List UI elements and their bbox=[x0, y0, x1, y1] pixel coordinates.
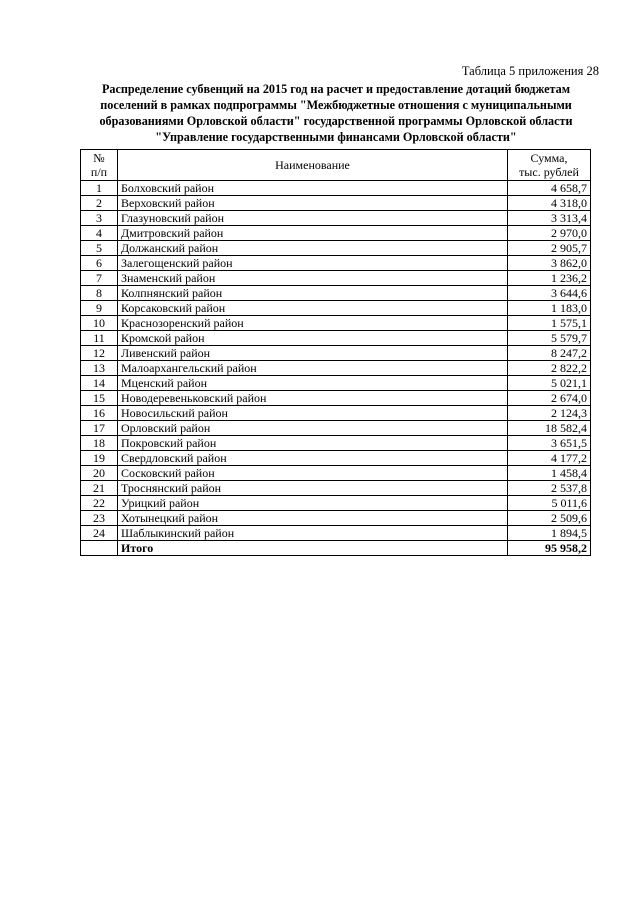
cell-num bbox=[81, 541, 118, 556]
title-line: образованиями Орловской области" государственной программы Орловской области bbox=[99, 114, 573, 128]
cell-sum: 18 582,4 bbox=[508, 421, 591, 436]
table-row bbox=[81, 241, 591, 256]
header-sum-line1: Сумма, bbox=[530, 151, 568, 165]
table-row bbox=[81, 421, 591, 436]
cell-num: 14 bbox=[81, 376, 118, 391]
cell-sum: 1 894,5 bbox=[508, 526, 591, 541]
table-row bbox=[81, 181, 591, 196]
subsidy-table bbox=[80, 149, 591, 556]
table-row bbox=[81, 391, 591, 406]
table-row bbox=[81, 316, 591, 331]
cell-sum: 2 537,8 bbox=[508, 481, 591, 496]
cell-num: 3 bbox=[81, 211, 118, 226]
cell-sum: 8 247,2 bbox=[508, 346, 591, 361]
cell-name: Кромской район bbox=[118, 331, 508, 346]
table-row bbox=[81, 256, 591, 271]
cell-name: Новосильский район bbox=[118, 406, 508, 421]
cell-sum: 95 958,2 bbox=[508, 541, 591, 556]
header-name: Наименование bbox=[118, 150, 508, 181]
cell-num: 17 bbox=[81, 421, 118, 436]
table-row bbox=[81, 526, 591, 541]
table-row bbox=[81, 346, 591, 361]
cell-name: Шаблыкинский район bbox=[118, 526, 508, 541]
cell-num: 20 bbox=[81, 466, 118, 481]
cell-num: 13 bbox=[81, 361, 118, 376]
cell-name: Знаменский район bbox=[118, 271, 508, 286]
table-row bbox=[81, 466, 591, 481]
header-num-line2: п/п bbox=[90, 165, 108, 179]
cell-num: 2 bbox=[81, 196, 118, 211]
cell-name: Дмитровский район bbox=[118, 226, 508, 241]
cell-sum: 1 183,0 bbox=[508, 301, 591, 316]
cell-sum: 5 011,6 bbox=[508, 496, 591, 511]
title-line: "Управление государственными финансами Орловской области" bbox=[155, 130, 517, 144]
cell-sum: 4 658,7 bbox=[508, 181, 591, 196]
header-sum bbox=[508, 150, 591, 181]
table-row bbox=[81, 481, 591, 496]
table-row bbox=[81, 196, 591, 211]
cell-name: Новодеревеньковский район bbox=[118, 391, 508, 406]
cell-name: Малоархангельский район bbox=[118, 361, 508, 376]
cell-num: 1 bbox=[81, 181, 118, 196]
table-row bbox=[81, 271, 591, 286]
cell-sum: 2 674,0 bbox=[508, 391, 591, 406]
total-row bbox=[81, 541, 591, 556]
cell-num: 12 bbox=[81, 346, 118, 361]
cell-name: Хотынецкий район bbox=[118, 511, 508, 526]
cell-sum: 3 862,0 bbox=[508, 256, 591, 271]
cell-sum: 2 822,2 bbox=[508, 361, 591, 376]
cell-name: Краснозоренский район bbox=[118, 316, 508, 331]
cell-name: Мценский район bbox=[118, 376, 508, 391]
header-row bbox=[81, 150, 591, 181]
document-title bbox=[60, 81, 612, 145]
cell-num: 4 bbox=[81, 226, 118, 241]
cell-name: Покровский район bbox=[118, 436, 508, 451]
cell-sum: 1 458,4 bbox=[508, 466, 591, 481]
table-row bbox=[81, 496, 591, 511]
cell-num: 18 bbox=[81, 436, 118, 451]
cell-num: 22 bbox=[81, 496, 118, 511]
table-row bbox=[81, 211, 591, 226]
cell-sum: 1 575,1 bbox=[508, 316, 591, 331]
cell-name: Залегощенский район bbox=[118, 256, 508, 271]
cell-name: Колпнянский район bbox=[118, 286, 508, 301]
table-body bbox=[81, 181, 591, 556]
table-row bbox=[81, 361, 591, 376]
cell-num: 10 bbox=[81, 316, 118, 331]
cell-sum: 3 651,5 bbox=[508, 436, 591, 451]
header-sum-line2: тыс. рублей bbox=[519, 165, 579, 179]
cell-num: 7 bbox=[81, 271, 118, 286]
table-row bbox=[81, 286, 591, 301]
cell-sum: 1 236,2 bbox=[508, 271, 591, 286]
title-line: поселений в рамках подпрограммы "Межбюджетные отношения с муниципальными bbox=[100, 98, 572, 112]
cell-num: 21 bbox=[81, 481, 118, 496]
cell-sum: 2 970,0 bbox=[508, 226, 591, 241]
cell-name: Глазуновский район bbox=[118, 211, 508, 226]
cell-name: Троснянский район bbox=[118, 481, 508, 496]
cell-sum: 2 509,6 bbox=[508, 511, 591, 526]
cell-sum: 2 905,7 bbox=[508, 241, 591, 256]
cell-name: Ливенский район bbox=[118, 346, 508, 361]
title-line: Распределение субвенций на 2015 год на расчет и предоставление дотаций бюджетам bbox=[101, 82, 571, 96]
cell-name: Урицкий район bbox=[118, 496, 508, 511]
cell-sum: 4 177,2 bbox=[508, 451, 591, 466]
cell-name: Свердловский район bbox=[118, 451, 508, 466]
header-num bbox=[81, 150, 118, 181]
table-caption: Таблица 5 приложения 28 bbox=[461, 64, 599, 78]
cell-name: Корсаковский район bbox=[118, 301, 508, 316]
cell-name: Должанский район bbox=[118, 241, 508, 256]
cell-name: Сосковский район bbox=[118, 466, 508, 481]
cell-num: 5 bbox=[81, 241, 118, 256]
cell-num: 15 bbox=[81, 391, 118, 406]
cell-num: 8 bbox=[81, 286, 118, 301]
cell-num: 9 bbox=[81, 301, 118, 316]
cell-sum: 5 021,1 bbox=[508, 376, 591, 391]
cell-num: 23 bbox=[81, 511, 118, 526]
table-row bbox=[81, 406, 591, 421]
table-row bbox=[81, 301, 591, 316]
cell-num: 19 bbox=[81, 451, 118, 466]
table-header bbox=[81, 150, 591, 181]
cell-num: 6 bbox=[81, 256, 118, 271]
cell-name: Орловский район bbox=[118, 421, 508, 436]
cell-num: 16 bbox=[81, 406, 118, 421]
table-row bbox=[81, 376, 591, 391]
table-row bbox=[81, 511, 591, 526]
cell-num: 24 bbox=[81, 526, 118, 541]
table-row bbox=[81, 436, 591, 451]
table-row bbox=[81, 451, 591, 466]
header-num-line1: № bbox=[93, 151, 105, 165]
cell-name: Итого bbox=[118, 541, 508, 556]
cell-sum: 3 313,4 bbox=[508, 211, 591, 226]
cell-sum: 4 318,0 bbox=[508, 196, 591, 211]
cell-num: 11 bbox=[81, 331, 118, 346]
table-row bbox=[81, 226, 591, 241]
cell-sum: 3 644,6 bbox=[508, 286, 591, 301]
cell-name: Верховский район bbox=[118, 196, 508, 211]
cell-sum: 2 124,3 bbox=[508, 406, 591, 421]
cell-name: Болховский район bbox=[118, 181, 508, 196]
cell-sum: 5 579,7 bbox=[508, 331, 591, 346]
table-row bbox=[81, 331, 591, 346]
